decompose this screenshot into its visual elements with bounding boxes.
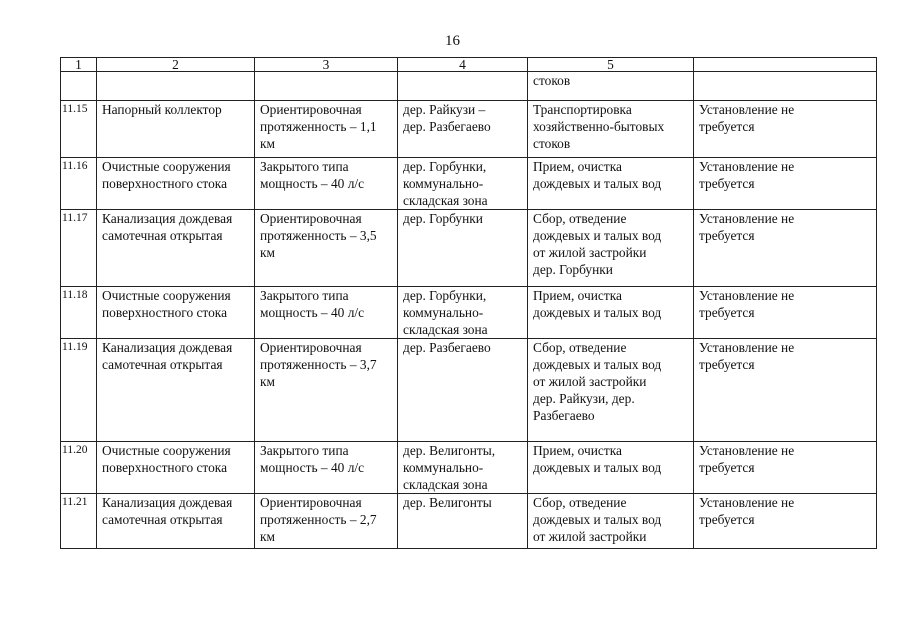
cell-text-line: км: [260, 529, 275, 544]
table-row: [61, 442, 877, 494]
parameters-cell: [255, 287, 398, 339]
protection-zone-cell: [694, 442, 877, 494]
column-header: 4: [398, 58, 528, 72]
location-cell: [398, 442, 528, 494]
continuation-row: [61, 72, 877, 101]
table-cell: стоков: [528, 72, 694, 101]
table-row: [61, 339, 877, 442]
location-cell: [398, 494, 528, 549]
cell-text-line: мощность – 40 л/с: [260, 460, 365, 475]
cell-text-line: Ориентировочная: [260, 495, 362, 510]
cell-text-line: поверхностного стока: [102, 460, 228, 475]
row-number-cell: 11.21: [61, 494, 97, 549]
cell-text-line: км: [260, 374, 275, 389]
cell-text-line: Установление не: [699, 288, 795, 303]
location-cell: [398, 101, 528, 158]
table-row: [61, 101, 877, 158]
cell-text-line: Прием, очистка: [533, 159, 622, 174]
cell-text-line: требуется: [699, 228, 755, 243]
cell-text-line: дождевых и талых вод: [533, 460, 662, 475]
cell-text-line: дер. Велигонты,: [403, 443, 496, 458]
cell-text-line: Канализация дождевая: [102, 495, 233, 510]
cell-text-line: самотечная открытая: [102, 228, 223, 243]
page-number: 16: [445, 33, 460, 49]
column-header: 5: [528, 58, 694, 72]
cell-text-line: Сбор, отведение: [533, 495, 627, 510]
column-header: [694, 58, 877, 72]
table-cell: [97, 72, 255, 101]
cell-text-line: складская зона: [403, 193, 488, 208]
cell-text-line: протяженность – 1,1: [260, 119, 377, 134]
table-row: [61, 210, 877, 287]
cell-text-line: Ориентировочная: [260, 340, 362, 355]
table-cell: [398, 72, 528, 101]
cell-text-line: Очистные сооружения: [102, 443, 231, 458]
table-cell: [61, 72, 97, 101]
cell-text-line: дер. Райкузи –: [403, 102, 486, 117]
cell-text-line: Напорный коллектор: [102, 102, 222, 117]
protection-zone-cell: [694, 210, 877, 287]
table-body: [61, 72, 877, 549]
cell-text-line: Прием, очистка: [533, 288, 622, 303]
parameters-cell: [255, 494, 398, 549]
location-cell: [398, 339, 528, 442]
cell-text-line: Установление не: [699, 340, 795, 355]
cell-text-line: Транспортировка: [533, 102, 632, 117]
cell-text-line: дер. Горбунки,: [403, 159, 487, 174]
cell-text-line: дождевых и талых вод: [533, 305, 662, 320]
facility-name-cell: [97, 339, 255, 442]
cell-text-line: Очистные сооружения: [102, 288, 231, 303]
cell-text-line: дождевых и талых вод: [533, 228, 662, 243]
protection-zone-cell: [694, 339, 877, 442]
location-cell: [398, 158, 528, 210]
facility-name-cell: [97, 287, 255, 339]
cell-text-line: от жилой застройки: [533, 374, 647, 389]
cell-text-line: дер. Велигонты: [403, 495, 492, 510]
facility-name-cell: [97, 210, 255, 287]
cell-text-line: дер. Горбунки,: [403, 288, 487, 303]
purpose-cell: [528, 339, 694, 442]
facility-name-cell: [97, 494, 255, 549]
cell-text-line: дождевых и талых вод: [533, 176, 662, 191]
protection-zone-cell: [694, 494, 877, 549]
parameters-cell: [255, 101, 398, 158]
cell-text-line: хозяйственно-бытовых: [533, 119, 665, 134]
table-cell: [255, 72, 398, 101]
parameters-cell: [255, 339, 398, 442]
row-number-cell: 11.20: [61, 442, 97, 494]
cell-text-line: самотечная открытая: [102, 357, 223, 372]
cell-text-line: поверхностного стока: [102, 176, 228, 191]
cell-text-line: Установление не: [699, 443, 795, 458]
table-row: [61, 158, 877, 210]
cell-text-line: Разбегаево: [533, 408, 595, 423]
cell-text-line: Установление не: [699, 495, 795, 510]
facility-name-cell: [97, 101, 255, 158]
cell-text-line: Закрытого типа: [260, 159, 349, 174]
cell-text-line: от жилой застройки: [533, 529, 647, 544]
cell-text-line: дер. Горбунки: [533, 262, 613, 277]
cell-text-line: Сбор, отведение: [533, 340, 627, 355]
cell-text-line: Установление не: [699, 159, 795, 174]
parameters-cell: [255, 158, 398, 210]
row-number-cell: 11.15: [61, 101, 97, 158]
cell-text-line: Установление не: [699, 102, 795, 117]
cell-text-line: протяженность – 3,7: [260, 357, 377, 372]
purpose-cell: [528, 101, 694, 158]
column-number-row: [61, 58, 877, 72]
row-number-cell: 11.17: [61, 210, 97, 287]
location-cell: [398, 210, 528, 287]
protection-zone-cell: [694, 158, 877, 210]
cell-text-line: Ориентировочная: [260, 211, 362, 226]
column-header: 2: [97, 58, 255, 72]
cell-text-line: Установление не: [699, 211, 795, 226]
facilities-table: [60, 57, 877, 549]
cell-text-line: стоков: [533, 136, 571, 151]
column-header: 3: [255, 58, 398, 72]
purpose-cell: [528, 287, 694, 339]
cell-text-line: дер. Горбунки: [403, 211, 483, 226]
row-number-cell: 11.16: [61, 158, 97, 210]
purpose-cell: [528, 210, 694, 287]
cell-text-line: мощность – 40 л/с: [260, 176, 365, 191]
cell-text-line: Закрытого типа: [260, 443, 349, 458]
cell-text-line: от жилой застройки: [533, 245, 647, 260]
table-row: [61, 287, 877, 339]
location-cell: [398, 287, 528, 339]
cell-text-line: дер. Разбегаево: [403, 340, 491, 355]
cell-text-line: дер. Разбегаево: [403, 119, 491, 134]
cell-text-line: складская зона: [403, 477, 488, 492]
cell-text-line: требуется: [699, 357, 755, 372]
cell-text-line: коммунально-: [403, 460, 484, 475]
facility-name-cell: [97, 158, 255, 210]
cell-text-line: требуется: [699, 119, 755, 134]
protection-zone-cell: [694, 101, 877, 158]
cell-text-line: самотечная открытая: [102, 512, 223, 527]
cell-text-line: мощность – 40 л/с: [260, 305, 365, 320]
cell-text-line: протяженность – 2,7: [260, 512, 377, 527]
purpose-cell: [528, 494, 694, 549]
row-number-cell: 11.18: [61, 287, 97, 339]
purpose-cell: [528, 442, 694, 494]
cell-text-line: км: [260, 245, 275, 260]
cell-text-line: поверхностного стока: [102, 305, 228, 320]
cell-text-line: Сбор, отведение: [533, 211, 627, 226]
cell-text-line: складская зона: [403, 322, 488, 337]
cell-text-line: Канализация дождевая: [102, 211, 233, 226]
parameters-cell: [255, 210, 398, 287]
protection-zone-cell: [694, 287, 877, 339]
parameters-cell: [255, 442, 398, 494]
cell-text-line: требуется: [699, 512, 755, 527]
cell-text-line: требуется: [699, 176, 755, 191]
cell-text-line: Прием, очистка: [533, 443, 622, 458]
cell-text-line: Закрытого типа: [260, 288, 349, 303]
cell-text-line: коммунально-: [403, 176, 484, 191]
cell-text-line: Ориентировочная: [260, 102, 362, 117]
table-cell: [694, 72, 877, 101]
cell-text-line: требуется: [699, 460, 755, 475]
table-row: [61, 494, 877, 549]
cell-text-line: дер. Райкузи, дер.: [533, 391, 635, 406]
cell-text-line: км: [260, 136, 275, 151]
cell-text-line: коммунально-: [403, 305, 484, 320]
cell-text-line: требуется: [699, 305, 755, 320]
purpose-cell: [528, 158, 694, 210]
cell-text-line: Очистные сооружения: [102, 159, 231, 174]
cell-text-line: протяженность – 3,5: [260, 228, 377, 243]
cell-text-line: дождевых и талых вод: [533, 357, 662, 372]
column-header: 1: [61, 58, 97, 72]
cell-text-line: Канализация дождевая: [102, 340, 233, 355]
cell-text-line: дождевых и талых вод: [533, 512, 662, 527]
row-number-cell: 11.19: [61, 339, 97, 442]
facility-name-cell: [97, 442, 255, 494]
